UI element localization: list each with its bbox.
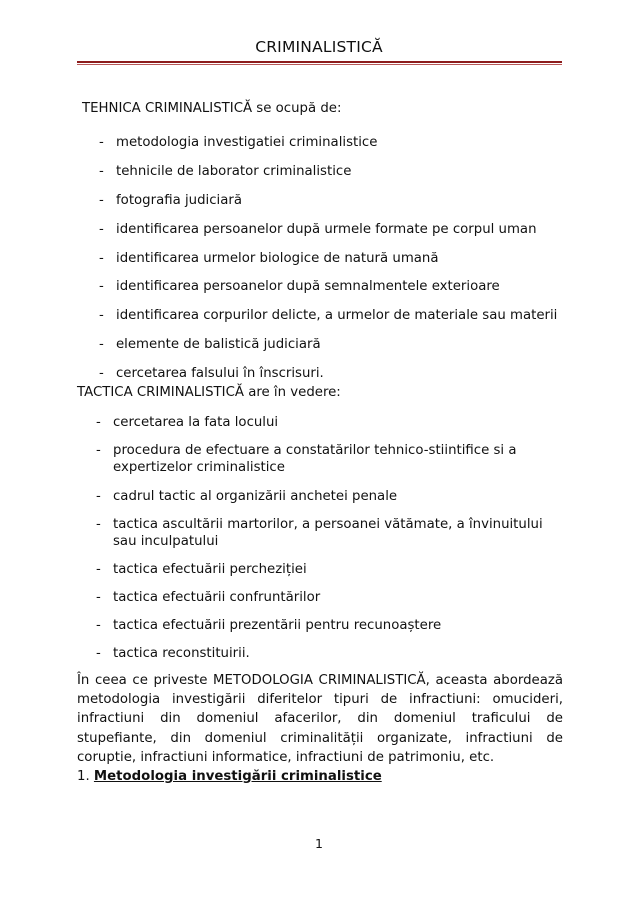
list-item: - elemente de balistică judiciară [99,337,321,353]
list-item: - tactica ascultării martorilor, a persoanei vătămate, a învinuitului sau inculpatului [96,516,543,549]
list-dash: - [96,443,101,458]
tactica-list [96,414,546,673]
section-heading [77,769,382,784]
list-dash: - [99,337,104,353]
list-item: - identificarea persoanelor după urmele formate pe corpul uman [99,221,537,237]
section-title: Metodologia investigării criminalistice [93,769,382,784]
list-dash: - [99,163,104,179]
list-item: - tehnicile de laborator criminalistice [99,163,352,179]
list-dash: - [96,646,101,661]
list-dash: - [99,308,104,324]
list-dash: - [96,415,101,430]
list-dash: - [96,562,101,577]
list-item: - identificarea corpurilor delicte, a urmelor de materiale sau materii [99,308,558,324]
section-number: 1. [77,769,90,784]
list-item: - cercetarea la fata locului [96,415,279,430]
list-item: - cadrul tactic al organizării anchetei penale [96,488,398,504]
list-dash: - [96,488,101,504]
tactica-heading: TACTICA CRIMINALISTICĂ are în vedere: [77,385,341,400]
page-header-title: CRIMINALISTICĂ [255,38,383,56]
list-item: - cercetarea falsului în înscrisuri. [99,366,324,382]
list-dash: - [99,366,104,382]
list-item: - procedura de efectuare a constatărilor tehnico-stiintifice si a expertizelor criminalistice [96,443,517,475]
list-dash: - [99,250,104,266]
header-divider [77,61,562,63]
list-item: - identificarea urmelor biologice de natură umană [99,250,439,266]
page-number: 1 [315,836,323,851]
list-dash: - [96,590,101,605]
list-dash: - [99,135,104,150]
list-dash: - [99,279,104,295]
list-item: - tactica efectuării confruntărilor [96,590,321,605]
list-item: - tactica efectuării percheziției [96,562,307,577]
metodologie-paragraph: În ceea ce priveste METODOLOGIA CRIMINALISTICĂ, aceasta abordează metodologia investigării diferitelor tipuri de infractiuni: omucideri, infractiuni din domeniul afacerilor, din domeniul traficului de stupefiante, din domeniul criminalității organizate, infractiuni de coruptie, infractiuni informatice, infractiuni de patrimoniu, etc. [77,673,563,765]
header-divider-secondary [77,64,562,65]
list-item: - tactica reconstituirii. [96,646,250,661]
list-item: - identificarea persoanelor după semnalmentele exterioare [99,279,500,295]
list-dash: - [96,516,101,532]
list-dash: - [99,192,104,208]
tehnica-heading: TEHNICA CRIMINALISTICĂ se ocupă de: [82,101,342,116]
list-item: - metodologia investigatiei criminalistice [99,135,378,150]
list-dash: - [96,618,101,633]
list-item: - tactica efectuării prezentării pentru recunoaștere [96,618,442,633]
list-dash: - [99,221,104,237]
list-item: - fotografia judiciară [99,192,242,208]
tehnica-list [99,134,559,394]
